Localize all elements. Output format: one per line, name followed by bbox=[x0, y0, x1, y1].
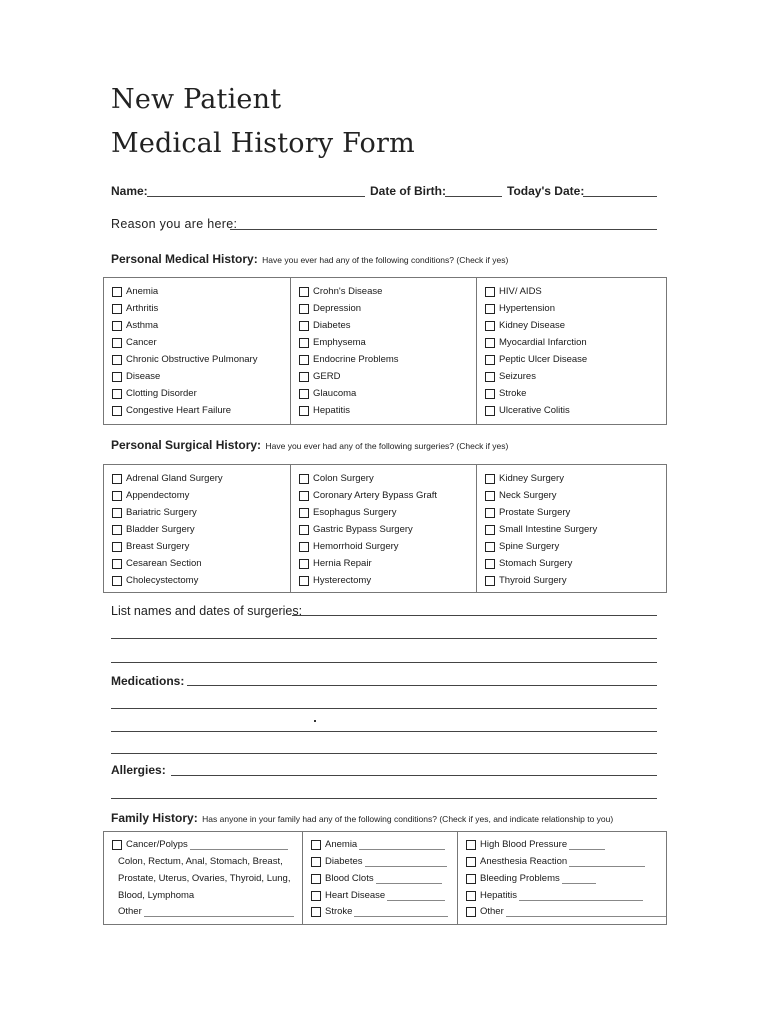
relationship-field[interactable] bbox=[519, 891, 643, 901]
personal-surgical-heading: Personal Surgical History: Have you ever had any of the following surgeries? (Check if yes) bbox=[111, 438, 509, 452]
checkbox-icon[interactable] bbox=[299, 406, 309, 416]
checkbox-label: Blood Clots bbox=[325, 873, 374, 884]
checkbox-label: Esophagus Surgery bbox=[313, 507, 397, 518]
other-cancer-field[interactable] bbox=[144, 907, 294, 917]
checkbox-icon[interactable] bbox=[485, 542, 495, 552]
checkbox-label: Crohn's Disease bbox=[313, 286, 383, 297]
medications-line-3[interactable] bbox=[111, 731, 657, 732]
checkbox-label: Bariatric Surgery bbox=[126, 507, 197, 518]
reason-field[interactable] bbox=[230, 229, 657, 230]
checkbox-icon[interactable] bbox=[299, 304, 309, 314]
checkbox-label: Kidney Surgery bbox=[499, 473, 564, 484]
checkbox-label: Small Intestine Surgery bbox=[499, 524, 598, 535]
checkbox-label: Adrenal Gland Surgery bbox=[126, 473, 223, 484]
checkbox-label: Peptic Ulcer Disease bbox=[499, 354, 588, 365]
checkbox-icon[interactable] bbox=[485, 355, 495, 365]
family-history-box bbox=[103, 831, 667, 925]
checkbox-icon[interactable] bbox=[299, 372, 309, 382]
checkbox-icon[interactable] bbox=[112, 491, 122, 501]
checkbox-label: Colon Surgery bbox=[313, 473, 374, 484]
checkbox-icon[interactable] bbox=[112, 389, 122, 399]
ps-cholecystectomy-checkbox[interactable] bbox=[112, 575, 198, 586]
pm-diabetes-checkbox[interactable] bbox=[299, 320, 351, 331]
checkbox-label: Bleeding Problems bbox=[480, 873, 560, 884]
allergies-line-2[interactable] bbox=[111, 798, 657, 799]
checkbox-icon[interactable] bbox=[112, 840, 122, 850]
checkbox-label: Clotting Disorder bbox=[126, 388, 197, 399]
family-history-heading: Family History: Has anyone in your family had any of the following conditions? (Check if yes, and indicate relationship to you) bbox=[111, 811, 614, 825]
checkbox-icon[interactable] bbox=[112, 474, 122, 484]
relationship-field[interactable] bbox=[569, 840, 605, 850]
checkbox-icon[interactable] bbox=[311, 840, 321, 850]
checkbox-icon[interactable] bbox=[299, 355, 309, 365]
checkbox-label: Hypertension bbox=[499, 303, 555, 314]
pm-chronic-obstructive-pulmonary-checkbox[interactable] bbox=[112, 354, 257, 365]
checkbox-icon[interactable] bbox=[299, 491, 309, 501]
form-title-line2: Medical History Form bbox=[111, 128, 415, 159]
checkbox-label: Hemorrhoid Surgery bbox=[313, 541, 399, 552]
dob-field[interactable] bbox=[445, 196, 502, 197]
ps-adrenal-gland-surgery-checkbox[interactable] bbox=[112, 473, 223, 484]
family-other-checkbox[interactable] bbox=[466, 906, 666, 917]
pm-myocardial-infarction-checkbox[interactable] bbox=[485, 337, 587, 348]
ps-small-intestine-surgery-checkbox[interactable] bbox=[485, 524, 597, 535]
checkbox-label: Hysterectomy bbox=[313, 575, 372, 586]
checkbox-icon[interactable] bbox=[112, 321, 122, 331]
checkbox-icon[interactable] bbox=[299, 508, 309, 518]
checkbox-label: Emphysema bbox=[313, 337, 366, 348]
pm-hypertension-checkbox[interactable] bbox=[485, 303, 555, 314]
personal-surgical-box bbox=[103, 464, 667, 593]
relationship-field[interactable] bbox=[354, 907, 448, 917]
family-cancer-polyps-checkbox[interactable] bbox=[112, 839, 288, 850]
checkbox-icon[interactable] bbox=[112, 372, 122, 382]
checkbox-label: Depression bbox=[313, 303, 362, 314]
cancer-types-line: Blood, Lymphoma bbox=[118, 890, 195, 901]
checkbox-icon[interactable] bbox=[485, 559, 495, 569]
checkbox-icon[interactable] bbox=[112, 559, 122, 569]
relationship-field[interactable] bbox=[365, 857, 447, 867]
checkbox-label: Diabetes bbox=[313, 320, 351, 331]
ps-bariatric-surgery-checkbox[interactable] bbox=[112, 507, 197, 518]
allergies-label: Allergies: bbox=[111, 763, 166, 777]
checkbox-icon[interactable] bbox=[485, 372, 495, 382]
checkbox-label: Stroke bbox=[499, 388, 527, 399]
pm-hiv-aids-checkbox[interactable] bbox=[485, 286, 542, 297]
checkbox-icon[interactable] bbox=[485, 287, 495, 297]
pm-congestive-heart-failure-checkbox[interactable] bbox=[112, 405, 231, 416]
pm-endocrine-problems-checkbox[interactable] bbox=[299, 354, 399, 365]
ps-hernia-repair-checkbox[interactable] bbox=[299, 558, 372, 569]
checkbox-label: Myocardial Infarction bbox=[499, 337, 587, 348]
checkbox-icon[interactable] bbox=[485, 321, 495, 331]
checkbox-icon[interactable] bbox=[485, 508, 495, 518]
family-stroke-checkbox[interactable] bbox=[311, 906, 448, 917]
checkbox-label: Thyroid Surgery bbox=[499, 575, 567, 586]
pm-stroke-checkbox[interactable] bbox=[485, 388, 526, 399]
checkbox-icon[interactable] bbox=[485, 338, 495, 348]
pm-peptic-ulcer-disease-checkbox[interactable] bbox=[485, 354, 587, 365]
allergies-field[interactable] bbox=[171, 775, 657, 776]
checkbox-label: Anemia bbox=[325, 839, 358, 850]
surgeries-list-line-3[interactable] bbox=[111, 662, 657, 663]
checkbox-label: Anesthesia Reaction bbox=[480, 856, 568, 867]
relationship-field[interactable] bbox=[506, 907, 666, 917]
checkbox-icon[interactable] bbox=[299, 321, 309, 331]
checkbox-label: Congestive Heart Failure bbox=[126, 405, 232, 416]
personal-medical-box bbox=[103, 277, 667, 425]
family-anemia-checkbox[interactable] bbox=[311, 839, 445, 850]
ps-colon-surgery-checkbox[interactable] bbox=[299, 473, 374, 484]
pm-asthma-checkbox[interactable] bbox=[112, 320, 158, 331]
relationship-field[interactable] bbox=[376, 874, 442, 884]
pm-disease-checkbox[interactable] bbox=[112, 371, 160, 382]
checkbox-icon[interactable] bbox=[311, 907, 321, 917]
ps-bladder-surgery-checkbox[interactable] bbox=[112, 524, 195, 535]
checkbox-icon[interactable] bbox=[112, 508, 122, 518]
checkbox-icon[interactable] bbox=[112, 287, 122, 297]
checkbox-icon[interactable] bbox=[466, 857, 476, 867]
pm-emphysema-checkbox[interactable] bbox=[299, 337, 366, 348]
checkbox-label: Bladder Surgery bbox=[126, 524, 195, 535]
family-blood-clots-checkbox[interactable] bbox=[311, 873, 442, 884]
relationship-field[interactable] bbox=[569, 857, 645, 867]
checkbox-icon[interactable] bbox=[466, 907, 476, 917]
relationship-field[interactable] bbox=[387, 891, 445, 901]
checkbox-icon[interactable] bbox=[112, 355, 122, 365]
ps-coronary-artery-bypass-graft-checkbox[interactable] bbox=[299, 490, 437, 501]
pm-depression-checkbox[interactable] bbox=[299, 303, 361, 314]
checkbox-icon[interactable] bbox=[112, 542, 122, 552]
checkbox-label: Disease bbox=[126, 371, 161, 382]
family-heart-disease-checkbox[interactable] bbox=[311, 890, 445, 901]
pm-anemia-checkbox[interactable] bbox=[112, 286, 158, 297]
checkbox-label: GERD bbox=[313, 371, 341, 382]
checkbox-icon[interactable] bbox=[311, 891, 321, 901]
checkbox-icon[interactable] bbox=[299, 542, 309, 552]
relationship-field[interactable] bbox=[359, 840, 445, 850]
reason-label: Reason you are here: bbox=[111, 217, 238, 231]
checkbox-icon[interactable] bbox=[485, 304, 495, 314]
ps-esophagus-surgery-checkbox[interactable] bbox=[299, 507, 396, 518]
ps-appendectomy-checkbox[interactable] bbox=[112, 490, 189, 501]
ps-prostate-surgery-checkbox[interactable] bbox=[485, 507, 570, 518]
checkbox-icon[interactable] bbox=[299, 576, 309, 586]
checkbox-label: Arthritis bbox=[126, 303, 159, 314]
ps-gastric-bypass-surgery-checkbox[interactable] bbox=[299, 524, 413, 535]
checkbox-icon[interactable] bbox=[466, 891, 476, 901]
ps-stomach-surgery-checkbox[interactable] bbox=[485, 558, 572, 569]
medications-field[interactable] bbox=[187, 685, 657, 686]
pm-crohn-s-disease-checkbox[interactable] bbox=[299, 286, 382, 297]
todays-date-field[interactable] bbox=[583, 196, 657, 197]
family-cancer-polyps-label: Cancer/Polyps bbox=[126, 839, 188, 850]
ps-cesarean-section-checkbox[interactable] bbox=[112, 558, 202, 569]
checkbox-label: Ulcerative Colitis bbox=[499, 405, 570, 416]
ps-neck-surgery-checkbox[interactable] bbox=[485, 490, 557, 501]
ps-spine-surgery-checkbox[interactable] bbox=[485, 541, 559, 552]
pm-glaucoma-checkbox[interactable] bbox=[299, 388, 356, 399]
checkbox-label: Other bbox=[480, 906, 504, 917]
checkbox-label: Stomach Surgery bbox=[499, 558, 573, 569]
checkbox-label: High Blood Pressure bbox=[480, 839, 568, 850]
checkbox-label: Heart Disease bbox=[325, 890, 386, 901]
family-bleeding-problems-checkbox[interactable] bbox=[466, 873, 596, 884]
pm-clotting-disorder-checkbox[interactable] bbox=[112, 388, 197, 399]
checkbox-label: Chronic Obstructive Pulmonary bbox=[126, 354, 258, 365]
pm-ulcerative-colitis-checkbox[interactable] bbox=[485, 405, 570, 416]
pm-arthritis-checkbox[interactable] bbox=[112, 303, 158, 314]
name-field[interactable] bbox=[147, 196, 365, 197]
checkbox-icon[interactable] bbox=[299, 474, 309, 484]
pm-hepatitis-checkbox[interactable] bbox=[299, 405, 350, 416]
checkbox-icon[interactable] bbox=[299, 559, 309, 569]
ps-kidney-surgery-checkbox[interactable] bbox=[485, 473, 564, 484]
checkbox-icon[interactable] bbox=[311, 857, 321, 867]
personal-medical-heading: Personal Medical History: Have you ever had any of the following conditions? (Check if yes) bbox=[111, 252, 509, 266]
ps-hemorrhoid-surgery-checkbox[interactable] bbox=[299, 541, 399, 552]
pm-cancer-checkbox[interactable] bbox=[112, 337, 157, 348]
checkbox-icon[interactable] bbox=[466, 840, 476, 850]
checkbox-label: Neck Surgery bbox=[499, 490, 557, 501]
family-diabetes-checkbox[interactable] bbox=[311, 856, 447, 867]
medications-line-2[interactable] bbox=[111, 708, 657, 709]
checkbox-label: Spine Surgery bbox=[499, 541, 560, 552]
checkbox-icon[interactable] bbox=[112, 304, 122, 314]
checkbox-label: Cesarean Section bbox=[126, 558, 202, 569]
form-title-line1: New Patient bbox=[111, 84, 282, 115]
checkbox-icon[interactable] bbox=[112, 338, 122, 348]
checkbox-label: Appendectomy bbox=[126, 490, 190, 501]
todays-date-label: Today's Date: bbox=[507, 184, 585, 198]
cancer-types-line: Colon, Rectum, Anal, Stomach, Breast, bbox=[118, 856, 283, 867]
checkbox-icon[interactable] bbox=[112, 576, 122, 586]
checkbox-label: Endocrine Problems bbox=[313, 354, 399, 365]
other-cancer-label: Other bbox=[118, 906, 142, 917]
checkbox-label: Cholecystectomy bbox=[126, 575, 199, 586]
checkbox-label: Prostate Surgery bbox=[499, 507, 571, 518]
checkbox-label: Kidney Disease bbox=[499, 320, 566, 331]
checkbox-label: Glaucoma bbox=[313, 388, 357, 399]
pm-kidney-disease-checkbox[interactable] bbox=[485, 320, 565, 331]
relationship-field[interactable] bbox=[562, 874, 596, 884]
ps-breast-surgery-checkbox[interactable] bbox=[112, 541, 189, 552]
checkbox-label: Hernia Repair bbox=[313, 558, 372, 569]
family-hepatitis-checkbox[interactable] bbox=[466, 890, 643, 901]
family-other-cancer bbox=[118, 906, 294, 917]
checkbox-label: Cancer bbox=[126, 337, 157, 348]
checkbox-label: Stroke bbox=[325, 906, 353, 917]
surgeries-list-field[interactable] bbox=[292, 615, 657, 616]
surgeries-list-line-2[interactable] bbox=[111, 638, 657, 639]
pm-seizures-checkbox[interactable] bbox=[485, 371, 536, 382]
checkbox-icon[interactable] bbox=[299, 287, 309, 297]
medications-line-4[interactable] bbox=[111, 753, 657, 754]
dob-label: Date of Birth: bbox=[370, 184, 446, 198]
checkbox-label: Asthma bbox=[126, 320, 159, 331]
checkbox-icon[interactable] bbox=[299, 389, 309, 399]
cancer-types-line: Prostate, Uterus, Ovaries, Thyroid, Lung, bbox=[118, 873, 291, 884]
stray-mark bbox=[314, 720, 316, 722]
checkbox-icon[interactable] bbox=[485, 389, 495, 399]
checkbox-label: Breast Surgery bbox=[126, 541, 190, 552]
checkbox-icon[interactable] bbox=[112, 525, 122, 535]
checkbox-icon[interactable] bbox=[311, 874, 321, 884]
name-label: Name: bbox=[111, 184, 148, 198]
checkbox-icon[interactable] bbox=[299, 338, 309, 348]
checkbox-label: Hepatitis bbox=[313, 405, 350, 416]
pm-gerd-checkbox[interactable] bbox=[299, 371, 340, 382]
family-anesthesia-reaction-checkbox[interactable] bbox=[466, 856, 645, 867]
checkbox-label: Seizures bbox=[499, 371, 536, 382]
medications-label: Medications: bbox=[111, 674, 185, 688]
checkbox-icon[interactable] bbox=[112, 406, 122, 416]
checkbox-label: Anemia bbox=[126, 286, 159, 297]
checkbox-label: Gastric Bypass Surgery bbox=[313, 524, 413, 535]
checkbox-label: Hepatitis bbox=[480, 890, 517, 901]
checkbox-icon[interactable] bbox=[485, 491, 495, 501]
checkbox-label: Diabetes bbox=[325, 856, 363, 867]
checkbox-icon[interactable] bbox=[485, 525, 495, 535]
ps-hysterectomy-checkbox[interactable] bbox=[299, 575, 371, 586]
checkbox-label: Coronary Artery Bypass Graft bbox=[313, 490, 438, 501]
relationship-field[interactable] bbox=[190, 840, 288, 850]
checkbox-label: HIV/ AIDS bbox=[499, 286, 542, 297]
checkbox-icon[interactable] bbox=[485, 406, 495, 416]
ps-thyroid-surgery-checkbox[interactable] bbox=[485, 575, 567, 586]
checkbox-icon[interactable] bbox=[466, 874, 476, 884]
family-high-blood-pressure-checkbox[interactable] bbox=[466, 839, 605, 850]
checkbox-icon[interactable] bbox=[299, 525, 309, 535]
surgeries-list-label: List names and dates of surgeries: bbox=[111, 604, 303, 618]
checkbox-icon[interactable] bbox=[485, 474, 495, 484]
checkbox-icon[interactable] bbox=[485, 576, 495, 586]
